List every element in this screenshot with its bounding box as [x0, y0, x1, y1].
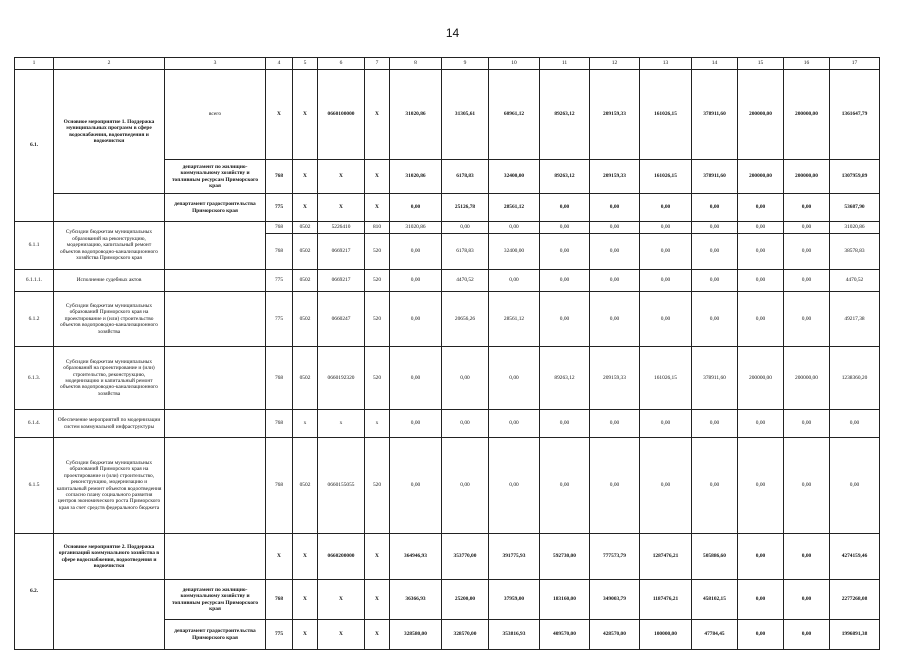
column-number: 3	[165, 58, 266, 70]
amount-cell: 89263,12	[540, 160, 590, 194]
amount-cell: 0,00	[390, 234, 442, 270]
code-c7: X	[365, 620, 390, 650]
page-number: 14	[445, 26, 460, 40]
amount-cell: 47784,45	[692, 620, 738, 650]
amount-cell: 0,00	[692, 234, 738, 270]
amount-cell: 428570,00	[590, 620, 640, 650]
code-c4: 768	[266, 234, 293, 270]
amount-cell: 0,00	[784, 292, 830, 347]
amount-cell: 31020,86	[390, 222, 442, 234]
amount-cell: 60961,12	[489, 70, 540, 160]
amount-cell: 0,00	[692, 270, 738, 292]
amount-cell: 200000,00	[784, 70, 830, 160]
code-c7: x	[365, 410, 390, 438]
amount-cell: 0,00	[590, 292, 640, 347]
amount-cell: 0,00	[590, 194, 640, 222]
amount-cell: 378911,60	[692, 70, 738, 160]
amount-cell: 0,00	[640, 410, 692, 438]
amount-cell: 0,00	[390, 270, 442, 292]
funding-source: департамент градостроительства Приморского края	[165, 620, 266, 650]
amount-cell: 0,00	[540, 270, 590, 292]
column-number: 13	[640, 58, 692, 70]
column-number: 7	[365, 58, 390, 70]
code-c4: 768	[266, 438, 293, 534]
amount-cell: 0,00	[784, 534, 830, 580]
table-row	[15, 347, 880, 410]
code-c4: X	[266, 70, 293, 160]
amount-cell: 0,00	[640, 222, 692, 234]
item-description	[54, 580, 165, 650]
budget-table	[14, 57, 880, 650]
amount-cell: 0,00	[590, 410, 640, 438]
code-c6: 0660200000	[318, 534, 365, 580]
table-row	[15, 270, 880, 292]
code-c5: X	[293, 534, 318, 580]
amount-cell: 31020,86	[390, 160, 442, 194]
funding-source	[165, 438, 266, 534]
code-c7: 520	[365, 292, 390, 347]
funding-source	[165, 270, 266, 292]
funding-source: департамент градостроительства Приморского края	[165, 194, 266, 222]
code-c4: 768	[266, 347, 293, 410]
code-c4: 768	[266, 160, 293, 194]
column-number: 14	[692, 58, 738, 70]
code-c6: 0660192320	[318, 347, 365, 410]
amount-cell: 0,00	[784, 410, 830, 438]
amount-cell: 0,00	[738, 194, 784, 222]
amount-cell: 0,00	[390, 438, 442, 534]
amount-cell: 0,00	[692, 292, 738, 347]
amount-cell: 20656,26	[442, 292, 489, 347]
amount-cell: 161026,15	[640, 70, 692, 160]
amount-cell: 0,00	[784, 222, 830, 234]
column-number: 8	[390, 58, 442, 70]
amount-cell: 49217,38	[830, 292, 880, 347]
item-number: 6.1.1.1.	[15, 270, 54, 292]
funding-source	[165, 222, 266, 270]
table-row	[15, 222, 880, 234]
column-number: 15	[738, 58, 784, 70]
amount-cell: 0,00	[640, 438, 692, 534]
amount-cell: 0,00	[784, 234, 830, 270]
amount-cell: 0,00	[390, 347, 442, 410]
amount-cell: 0,00	[489, 410, 540, 438]
amount-cell: 4274159,46	[830, 534, 880, 580]
code-c4: 768	[266, 580, 293, 620]
amount-cell: 6178,83	[442, 234, 489, 270]
amount-cell: 0,00	[540, 438, 590, 534]
amount-cell: 0,00	[590, 270, 640, 292]
code-c5: x	[293, 410, 318, 438]
code-c4: 775	[266, 270, 293, 292]
amount-cell: 0,00	[784, 194, 830, 222]
amount-cell: 0,00	[540, 410, 590, 438]
code-c4: X	[266, 534, 293, 580]
code-c7: X	[365, 160, 390, 194]
amount-cell: 0,00	[830, 438, 880, 534]
amount-cell: 505886,60	[692, 534, 738, 580]
item-description: Исполнение судебных актов	[54, 270, 165, 292]
amount-cell: 0,00	[489, 270, 540, 292]
item-number: 6.1.	[15, 70, 54, 222]
amount-cell: 0,00	[640, 270, 692, 292]
amount-cell: 0,00	[489, 347, 540, 410]
amount-cell: 0,00	[830, 410, 880, 438]
amount-cell: 0,00	[692, 222, 738, 234]
amount-cell: 31020,86	[830, 222, 880, 234]
amount-cell: 25200,00	[442, 580, 489, 620]
amount-cell: 353770,00	[442, 534, 489, 580]
amount-cell: 0,00	[390, 194, 442, 222]
amount-cell: 0,00	[738, 292, 784, 347]
amount-cell: 0,00	[738, 438, 784, 534]
amount-cell: 328570,00	[442, 620, 489, 650]
code-c4: 768	[266, 222, 293, 234]
amount-cell: 0,00	[692, 410, 738, 438]
code-c7: 520	[365, 347, 390, 410]
code-c5: X	[293, 194, 318, 222]
amount-cell: 0,00	[784, 270, 830, 292]
code-c7: 810	[365, 222, 390, 234]
amount-cell: 161026,15	[640, 160, 692, 194]
amount-cell: 378911,60	[692, 160, 738, 194]
amount-cell: 0,00	[540, 194, 590, 222]
column-number: 10	[489, 58, 540, 70]
amount-cell: 378911,60	[692, 347, 738, 410]
amount-cell: 0,00	[738, 222, 784, 234]
column-number: 1	[15, 58, 54, 70]
funding-source	[165, 410, 266, 438]
amount-cell: 0,00	[540, 222, 590, 234]
code-c5: X	[293, 160, 318, 194]
code-c5: 0502	[293, 438, 318, 534]
column-number: 16	[784, 58, 830, 70]
amount-cell: 1361647,79	[830, 70, 880, 160]
code-c6: 0660100000	[318, 70, 365, 160]
amount-cell: 0,00	[442, 347, 489, 410]
amount-cell: 1287476,21	[640, 534, 692, 580]
amount-cell: 0,00	[640, 234, 692, 270]
code-c6: X	[318, 194, 365, 222]
amount-cell: 349003,79	[590, 580, 640, 620]
funding-source	[165, 534, 266, 580]
code-c7: X	[365, 534, 390, 580]
code-c6: X	[318, 160, 365, 194]
amount-cell: 31305,61	[442, 70, 489, 160]
amount-cell: 0,00	[640, 194, 692, 222]
funding-source: всего	[165, 70, 266, 160]
table-row	[15, 438, 880, 534]
item-description: Субсидии бюджетам муниципальных образований Приморского края на проектирование и (или) строительство, реконструкцию, модернизацию и капитальный ремонт объектов водоотведения согласно плану социального развития центров экономического роста Приморского края за счет средств федерального бюджета	[54, 438, 165, 534]
amount-cell: 32400,00	[489, 160, 540, 194]
funding-source: департамент по жилищно-коммунальному хозяйству и топливным ресурсам Приморского края	[165, 580, 266, 620]
amount-cell: 200000,00	[738, 70, 784, 160]
code-c7: 520	[365, 438, 390, 534]
item-number: 6.2.	[15, 534, 54, 650]
code-c5: 0502	[293, 222, 318, 234]
column-number: 9	[442, 58, 489, 70]
amount-cell: 458102,15	[692, 580, 738, 620]
code-c5: 0502	[293, 347, 318, 410]
amount-cell: 89263,12	[540, 70, 590, 160]
amount-cell: 0,00	[784, 438, 830, 534]
amount-cell: 25126,78	[442, 194, 489, 222]
code-c6: 5226410	[318, 222, 365, 234]
amount-cell: 0,00	[442, 410, 489, 438]
item-number: 6.1.1	[15, 222, 54, 270]
amount-cell: 32400,00	[489, 234, 540, 270]
amount-cell: 4470,52	[442, 270, 489, 292]
amount-cell: 0,00	[692, 194, 738, 222]
amount-cell: 36366,93	[390, 580, 442, 620]
column-number: 2	[54, 58, 165, 70]
amount-cell: 0,00	[442, 222, 489, 234]
item-description: Субсидии бюджетам муниципальных образований на реконструкцию, модернизацию, капитальный ремонт объектов водопроводно-канализационного хозяйства Приморского края	[54, 222, 165, 270]
code-c6: 0660247	[318, 292, 365, 347]
amount-cell: 0,00	[640, 292, 692, 347]
amount-cell: 183160,00	[540, 580, 590, 620]
amount-cell: 38578,83	[830, 234, 880, 270]
amount-cell: 100000,00	[640, 620, 692, 650]
table-row	[15, 194, 880, 222]
code-c5: X	[293, 70, 318, 160]
code-c5: X	[293, 580, 318, 620]
table-row	[15, 292, 880, 347]
column-number: 4	[266, 58, 293, 70]
table-row	[15, 534, 880, 580]
amount-cell: 6178,83	[442, 160, 489, 194]
amount-cell: 0,00	[540, 292, 590, 347]
amount-cell: 0,00	[784, 580, 830, 620]
amount-cell: 328580,00	[390, 620, 442, 650]
code-c4: 775	[266, 292, 293, 347]
amount-cell: 364946,93	[390, 534, 442, 580]
amount-cell: 0,00	[390, 410, 442, 438]
item-number: 6.1.5	[15, 438, 54, 534]
code-c6: X	[318, 620, 365, 650]
code-c6: x	[318, 410, 365, 438]
amount-cell: 0,00	[738, 410, 784, 438]
amount-cell: 0,00	[738, 234, 784, 270]
amount-cell: 0,00	[738, 580, 784, 620]
column-number-row	[15, 58, 880, 70]
item-description	[54, 194, 165, 222]
code-c5: 0502	[293, 270, 318, 292]
amount-cell: 0,00	[540, 234, 590, 270]
amount-cell: 200000,00	[784, 347, 830, 410]
amount-cell: 209159,33	[590, 160, 640, 194]
amount-cell: 0,00	[489, 222, 540, 234]
item-description: Субсидии бюджетам муниципальных образований на проектирование и (или) строительство, реконструкцию, модернизацию и капитальный ремонт объектов водопроводно-канализационного хозяйства	[54, 347, 165, 410]
code-c7: 520	[365, 234, 390, 270]
code-c4: 775	[266, 620, 293, 650]
amount-cell: 0,00	[738, 534, 784, 580]
funding-source	[165, 292, 266, 347]
amount-cell: 0,00	[442, 438, 489, 534]
column-number: 17	[830, 58, 880, 70]
item-description: Основное мероприятие 2. Поддержка организаций коммунального хозяйства в сфере водоснабжения, водоотведения и водоочистки	[54, 534, 165, 580]
code-c7: X	[365, 580, 390, 620]
table-row	[15, 580, 880, 620]
item-description: Обеспечение мероприятий по модернизации систем коммунальной инфраструктуры	[54, 410, 165, 438]
item-number: 6.1.2	[15, 292, 54, 347]
amount-cell: 1996891,38	[830, 620, 880, 650]
amount-cell: 0,00	[390, 292, 442, 347]
column-number: 12	[590, 58, 640, 70]
code-c7: X	[365, 70, 390, 160]
amount-cell: 209159,33	[590, 347, 640, 410]
amount-cell: 200000,00	[738, 160, 784, 194]
code-c5: 0502	[293, 292, 318, 347]
code-c5: 0502	[293, 234, 318, 270]
amount-cell: 1187476,21	[640, 580, 692, 620]
item-description: Субсидии бюджетам муниципальных образований Приморского края на проектирование и (или) строительство объектов водопроводно-канализационного хозяйства	[54, 292, 165, 347]
amount-cell: 89263,12	[540, 347, 590, 410]
amount-cell: 4470,52	[830, 270, 880, 292]
amount-cell: 592730,00	[540, 534, 590, 580]
amount-cell: 391775,93	[489, 534, 540, 580]
amount-cell: 0,00	[738, 620, 784, 650]
amount-cell: 161026,15	[640, 347, 692, 410]
item-number: 6.1.4.	[15, 410, 54, 438]
table-row	[15, 70, 880, 160]
item-number: 6.1.3.	[15, 347, 54, 410]
amount-cell: 353816,93	[489, 620, 540, 650]
amount-cell: 0,00	[784, 620, 830, 650]
amount-cell: 209159,33	[590, 70, 640, 160]
code-c6: 0669217	[318, 270, 365, 292]
amount-cell: 53687,90	[830, 194, 880, 222]
amount-cell: 1307959,89	[830, 160, 880, 194]
amount-cell: 0,00	[489, 438, 540, 534]
amount-cell: 1238360,20	[830, 347, 880, 410]
table-row	[15, 410, 880, 438]
column-number: 5	[293, 58, 318, 70]
amount-cell: 409570,00	[540, 620, 590, 650]
code-c6: X	[318, 580, 365, 620]
amount-cell: 0,00	[738, 270, 784, 292]
amount-cell: 0,00	[590, 234, 640, 270]
amount-cell: 200000,00	[784, 160, 830, 194]
amount-cell: 777573,79	[590, 534, 640, 580]
funding-source: департамент по жилищно-коммунальному хозяйству и топливным ресурсам Приморского края	[165, 160, 266, 194]
amount-cell: 0,00	[590, 438, 640, 534]
amount-cell: 28561,12	[489, 292, 540, 347]
code-c7: X	[365, 194, 390, 222]
code-c6: 0669217	[318, 234, 365, 270]
column-number: 11	[540, 58, 590, 70]
code-c4: 768	[266, 410, 293, 438]
item-description: Основное мероприятие 1. Поддержка муниципальных программ в сфере водоснабжения, водоотведения и водоочистки	[54, 70, 165, 194]
amount-cell: 37959,00	[489, 580, 540, 620]
column-number: 6	[318, 58, 365, 70]
amount-cell: 0,00	[590, 222, 640, 234]
amount-cell: 0,00	[692, 438, 738, 534]
amount-cell: 200000,00	[738, 347, 784, 410]
amount-cell: 28561,12	[489, 194, 540, 222]
amount-cell: 2277268,08	[830, 580, 880, 620]
code-c5: X	[293, 620, 318, 650]
funding-source	[165, 347, 266, 410]
amount-cell: 31020,86	[390, 70, 442, 160]
code-c7: 520	[365, 270, 390, 292]
code-c6: 0660155055	[318, 438, 365, 534]
code-c4: 775	[266, 194, 293, 222]
